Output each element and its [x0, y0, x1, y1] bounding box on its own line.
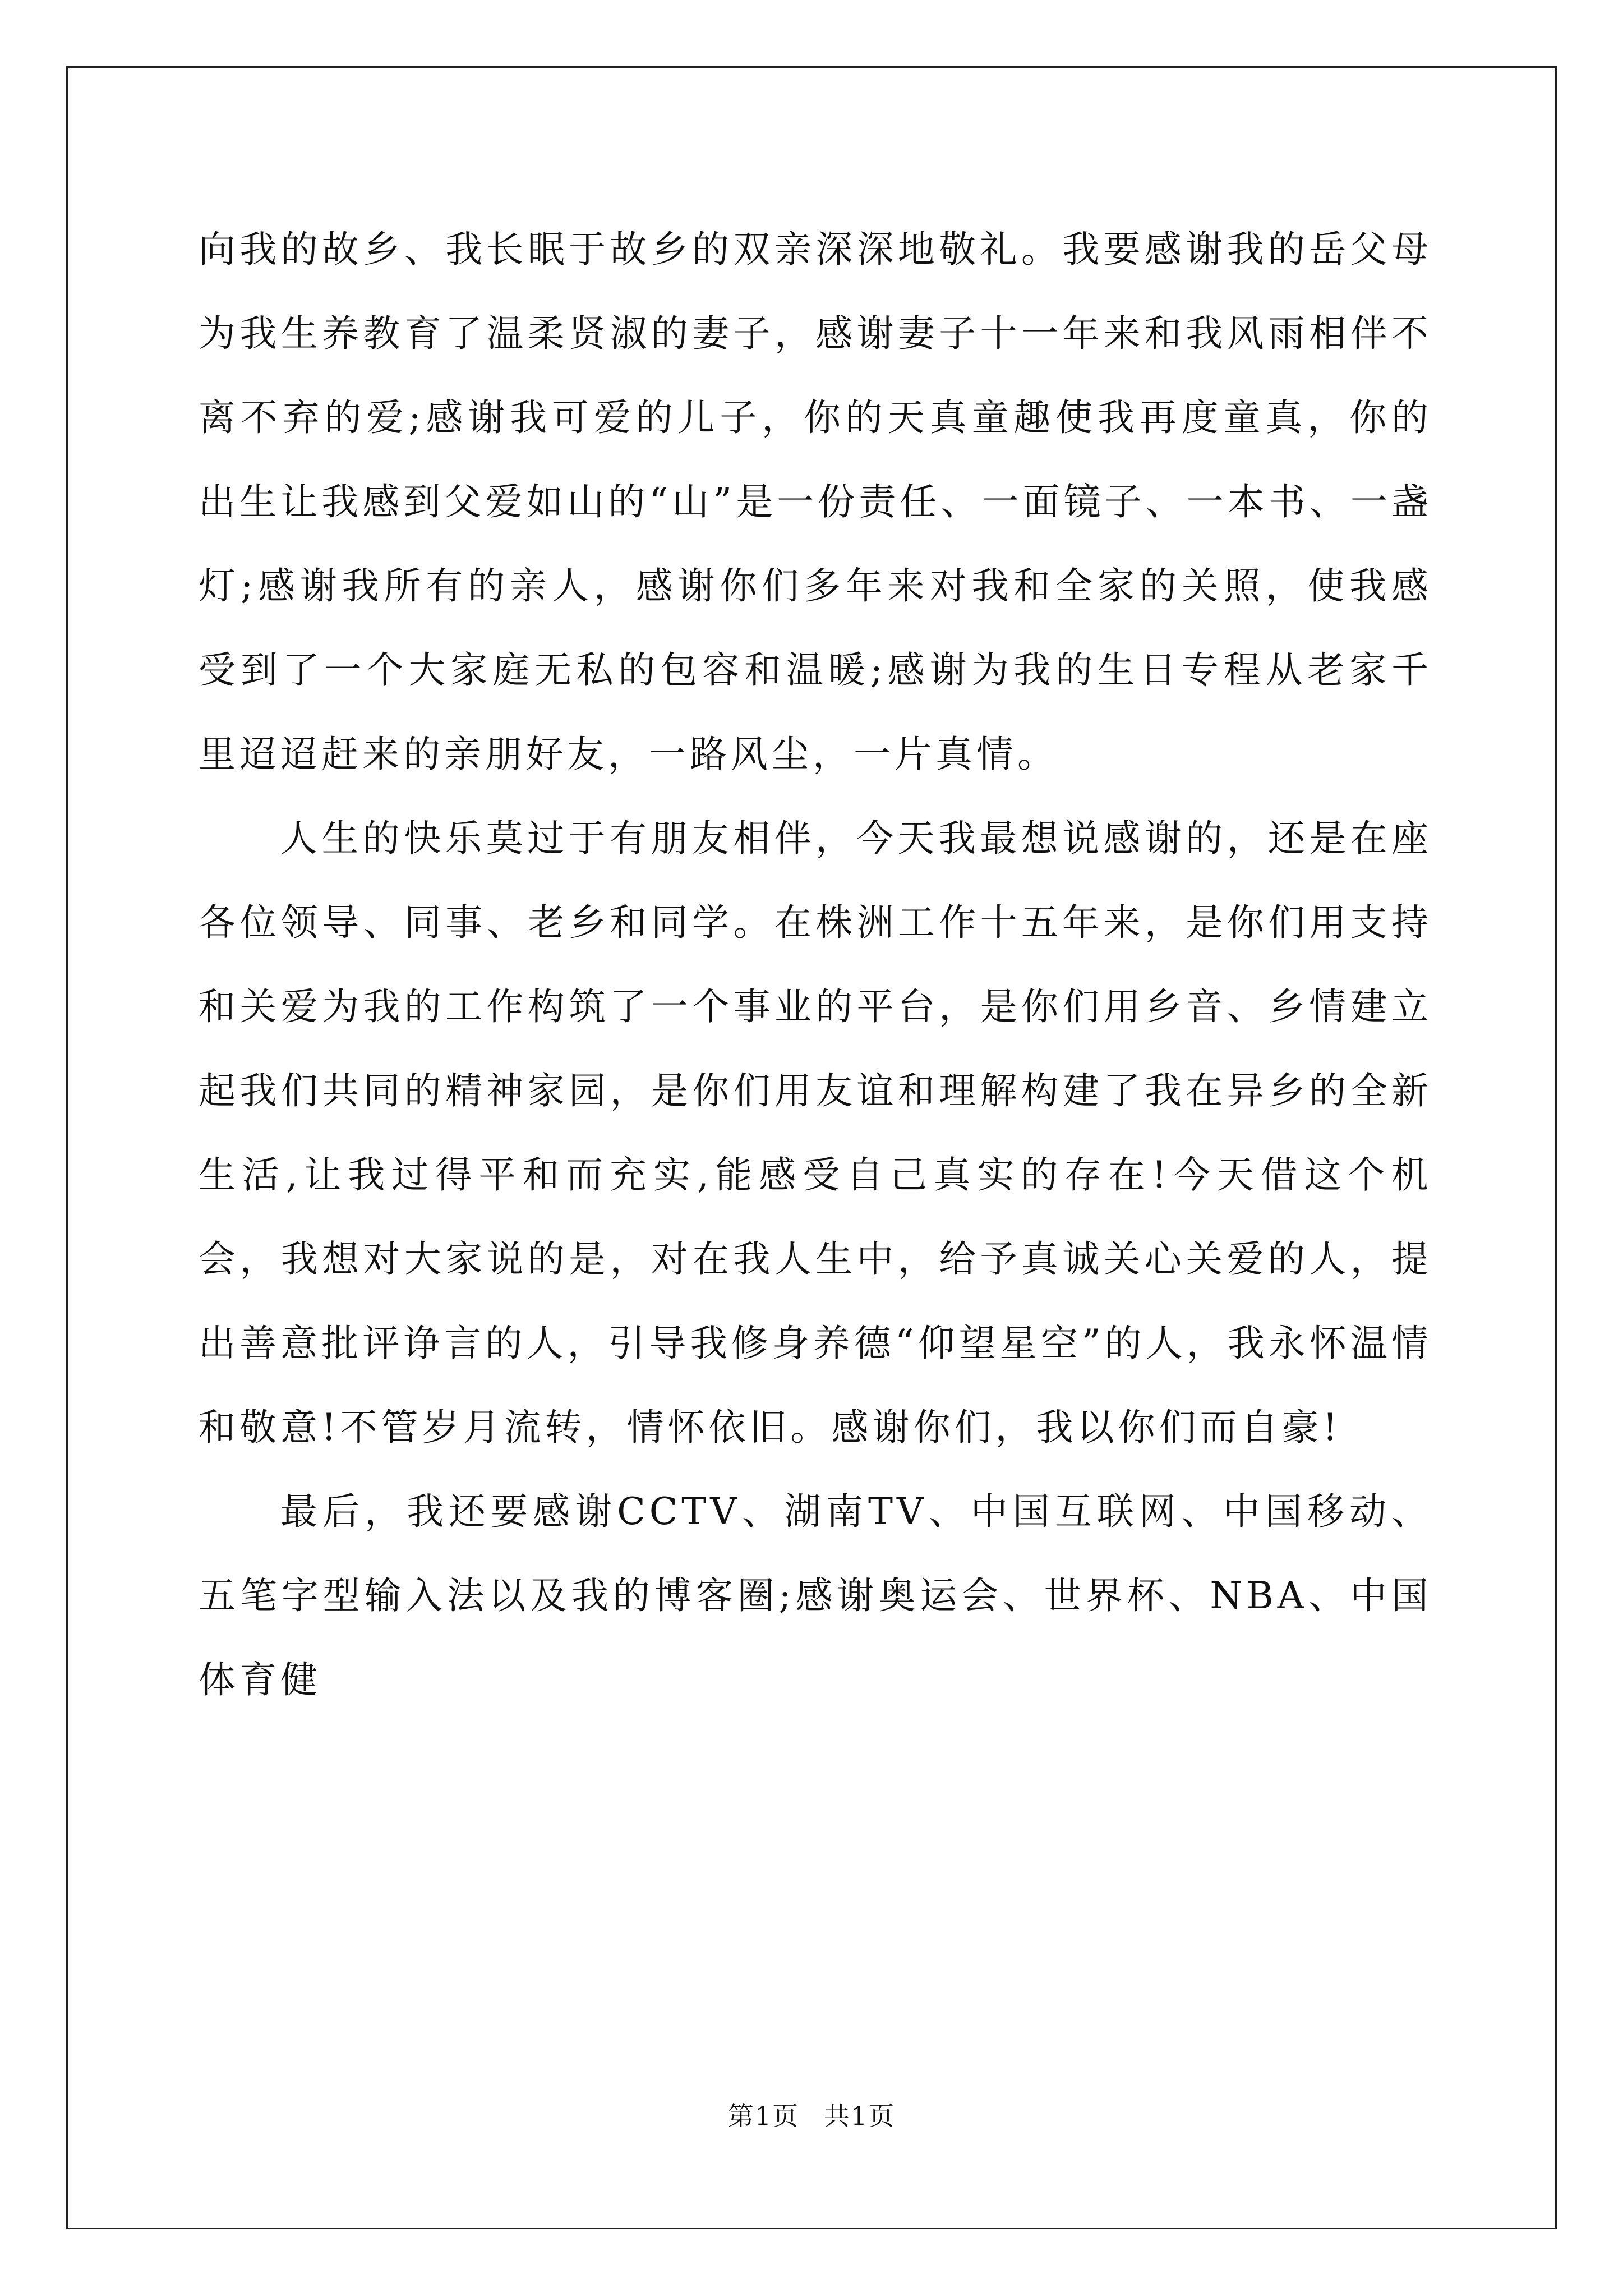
page-total: 共1页 — [824, 2101, 896, 2131]
document-body — [199, 208, 1432, 1722]
paragraph-1: 向我的故乡、我长眠于故乡的双亲深深地敬礼。我要感谢我的岳父母为我生养教育了温柔贤淑的妻子，感谢妻子十一年来和我风雨相伴不离不弃的爱;感谢我可爱的儿子，你的天真童趣使我再度童真，你的出生让我感到父爱如山的“山”是一份责任、一面镜子、一本书、一盏灯;感谢我所有的亲人，感谢你们多年来对我和全家的关照，使我感受到了一个大家庭无私的包容和温暖;感谢为我的生日专程从老家千里迢迢赶来的亲朋好友，一路风尘，一片真情。 — [199, 228, 1432, 776]
paragraph-2: 人生的快乐莫过于有朋友相伴，今天我最想说感谢的，还是在座各位领导、同事、老乡和同学。在株洲工作十五年来，是你们用支持和关爱为我的工作构筑了一个事业的平台，是你们用乡音、乡情建立起我们共同的精神家园，是你们用友谊和理解构建了我在异乡的全新生活,让我过得平和而充实,能感受自己真实的存在!今天借这个机会，我想对大家说的是，对在我人生中，给予真诚关心关爱的人，提出善意批评诤言的人，引导我修身养德“仰望星空”的人，我永怀温情和敬意!不管岁月流转，情怀依旧。感谢你们，我以你们而自豪! — [199, 817, 1432, 1449]
paragraph-3: 最后，我还要感谢CCTV、湖南TV、中国互联网、中国移动、五笔字型输入法以及我的博客圈;感谢奥运会、世界杯、NBA、中国体育健 — [199, 1490, 1432, 1701]
page-number: 第1页 — [727, 2101, 799, 2131]
page-footer — [0, 2099, 1623, 2133]
